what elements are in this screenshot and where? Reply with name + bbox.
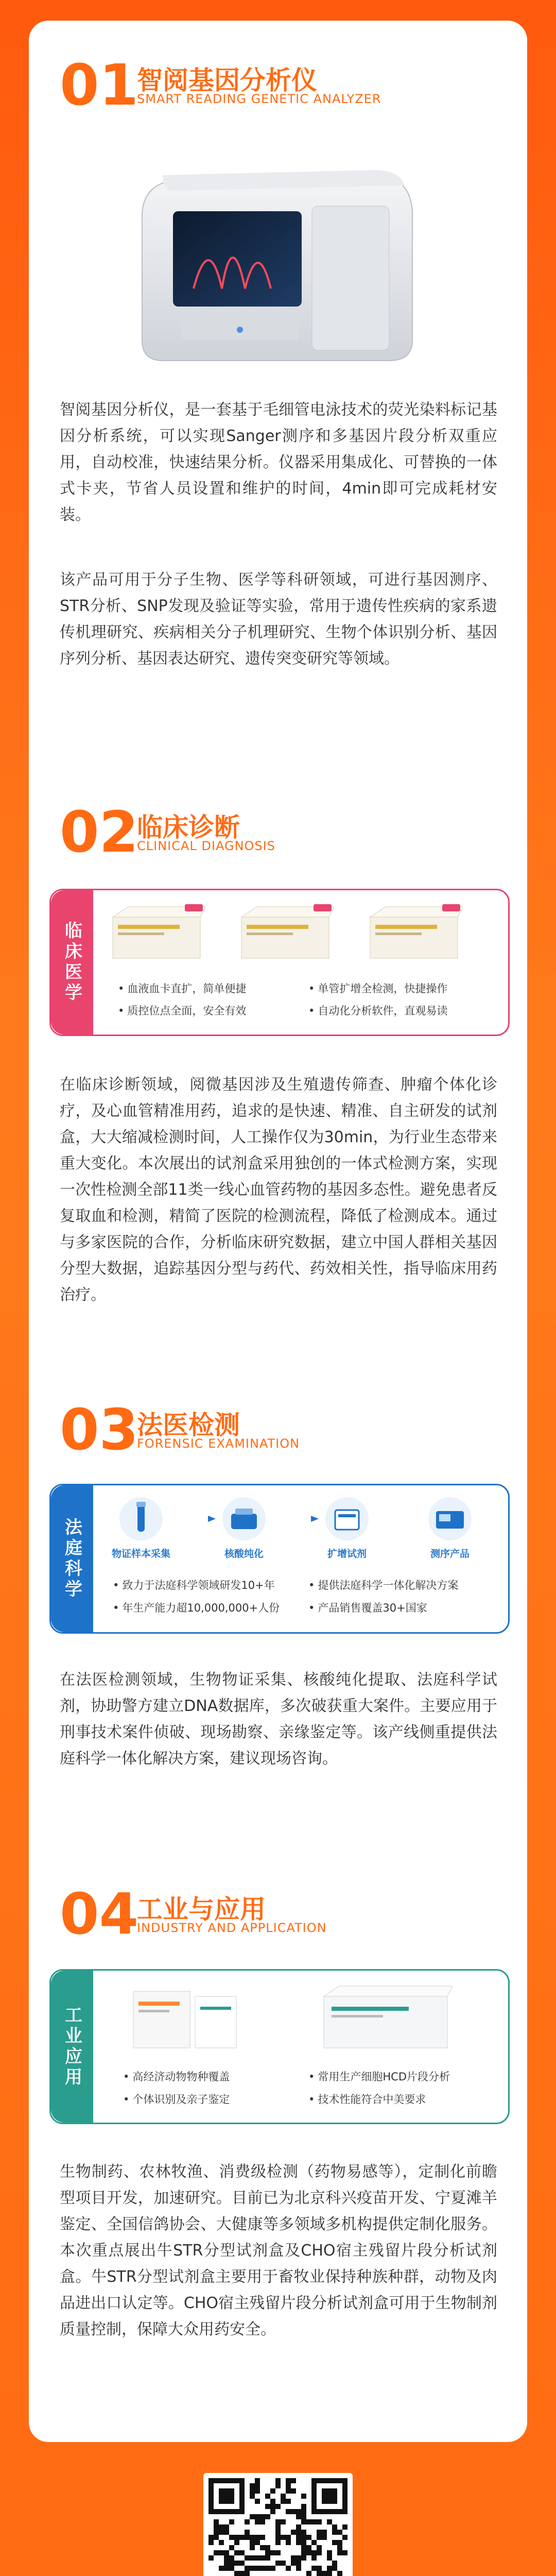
section-number: 02 bbox=[60, 799, 139, 865]
step-label-2: 核酸纯化 bbox=[224, 1548, 264, 1560]
section-number: 04 bbox=[60, 1881, 139, 1947]
section-01-paragraph-1: 智阅基因分析仪，是一套基于毛细管电泳技术的荧光染料标记基因分析系统，可以实现Sanger测序和多基因片段分析双重应用，自动校准，快速结果分析。仪器采用集成化、可替换的一体式卡夹，节省人员设置和维护的时间，4min即可完成耗材安装。 bbox=[60, 401, 497, 524]
step-label-4: 测序产品 bbox=[430, 1548, 470, 1560]
clinical-bullet-1: • 血液血卡直扩，简单便捷 bbox=[118, 980, 246, 996]
forensic-side-label bbox=[51, 1485, 93, 1632]
qr-code-image bbox=[208, 2478, 348, 2576]
section-subtitle: SMART READING GENETIC ANALYZER bbox=[137, 92, 381, 106]
step-label-1: 物证样本采集 bbox=[111, 1548, 170, 1560]
section-number: 01 bbox=[60, 52, 139, 118]
forensic-bullet-4: • 产品销售覆盖30+国家 bbox=[308, 1600, 427, 1615]
bovine-str-kit-image bbox=[128, 1981, 241, 2053]
clinical-bullet-2: • 单管扩增全检测，快捷操作 bbox=[308, 980, 447, 996]
industry-bullet-4: • 技术性能符合中美要求 bbox=[308, 2091, 426, 2107]
qr-code-frame[interactable] bbox=[203, 2473, 353, 2576]
step-label-3: 扩增试剂 bbox=[327, 1548, 367, 1560]
content-card bbox=[29, 21, 527, 2442]
clinical-side-label bbox=[51, 890, 93, 1035]
forensic-bullet-3: • 年生产能力超10,000,000+人份 bbox=[113, 1600, 280, 1615]
section-title: 法医检测 bbox=[137, 1410, 240, 1440]
clinical-kit-3-image bbox=[365, 902, 463, 963]
step-arrows bbox=[167, 1514, 362, 1524]
section-title: 智阅基因分析仪 bbox=[137, 65, 317, 95]
clinical-feature-box bbox=[49, 889, 510, 1036]
clinical-kit-1-image bbox=[108, 902, 205, 963]
side-label-text: 临床医学 bbox=[61, 921, 82, 1004]
section-subtitle: CLINICAL DIAGNOSIS bbox=[137, 839, 275, 853]
industry-bullet-1: • 高经济动物物种覆盖 bbox=[123, 2069, 230, 2084]
section-title: 工业与应用 bbox=[137, 1894, 266, 1924]
clinical-bullet-3: • 质控位点全面，安全有效 bbox=[118, 1003, 246, 1018]
section-subtitle: FORENSIC EXAMINATION bbox=[137, 1436, 300, 1451]
sample-collection-icon bbox=[118, 1496, 164, 1542]
industry-bullet-2: • 常用生产细胞HCD片段分析 bbox=[308, 2069, 450, 2084]
section-04-paragraph: 生物制药、农林牧渔、消费级检测（药物易感等），定制化前瞻型项目开发，加速研究。目前已为北京科兴疫苗开发、宁夏滩羊鉴定、全国信鸽协会、大健康等多领域多机构提供定制化服务。本次重点展出牛STR分型试剂盒及CHO宿主残留片段分析试剂盒。牛STR分型试剂盒主要用于畜牧业保持种族种群，动物及肉品进出口认定等。CHO宿主残留片段分析试剂盒可用于生物制剂质量控制，保障大众用药安全。 bbox=[60, 2163, 497, 2338]
section-02-paragraph: 在临床诊断领域，阅微基因涉及生殖遗传筛查、肿瘤个体化诊疗，及心血管精准用药，追求的是快速、精准、自主研发的试剂盒，大大缩减检测时间，人工操作仅为30min，为行业生态带来重大变化。本次展出的试剂盒采用独创的一体式检测方案，实现一次性检测全部11类一线心血管药物的基因多态性。避免患者反复取血和检测，精简了医院的检测流程，降低了检测成本。通过与多家医院的合作，分析临床研究数据，建立中国人群相关基因分型大数据，追踪基因分型与药代、药效相关性，指导临床用药治疗。 bbox=[60, 1076, 497, 1304]
forensic-bullet-2: • 提供法庭科学一体化解决方案 bbox=[308, 1577, 458, 1592]
forensic-bullet-1: • 致力于法庭科学领域研发10+年 bbox=[113, 1577, 275, 1592]
forensic-feature-box bbox=[49, 1484, 510, 1634]
sequencing-icon bbox=[427, 1496, 473, 1542]
genetic-analyzer-image bbox=[132, 155, 420, 371]
side-label-text: 法庭科学 bbox=[61, 1517, 82, 1600]
section-number: 03 bbox=[60, 1397, 139, 1463]
industry-bullet-3: • 个体识别及亲子鉴定 bbox=[123, 2091, 230, 2107]
section-03-paragraph: 在法医检测领域，生物物证采集、核酸纯化提取、法庭科学试剂，协助警方建立DNA数据库，多次破获重大案件。主要应用于刑事技术案件侦破、现场勘察、亲缘鉴定等。该产线侧重提供法庭科学一体化解决方案，建议现场咨询。 bbox=[60, 1671, 497, 1768]
industry-side-label bbox=[51, 1971, 93, 2123]
section-title: 临床诊断 bbox=[137, 812, 240, 842]
clinical-bullet-4: • 自动化分析软件，直观易读 bbox=[308, 1003, 447, 1018]
side-label-text: 工业应用 bbox=[61, 2005, 82, 2088]
section-subtitle: INDUSTRY AND APPLICATION bbox=[137, 1921, 327, 1935]
section-01-paragraph-2: 该产品可用于分子生物、医学等科研领域，可进行基因测序、STR分析、SNP发现及验证等实验，常用于遗传性疾病的家系遗传机理研究、疾病相关分子机理研究、生物个体识别分析、基因序列分析、基因表达研究、遗传突变研究等领域。 bbox=[60, 571, 497, 668]
industry-feature-box bbox=[49, 1969, 510, 2124]
cho-kit-image bbox=[319, 1981, 453, 2053]
clinical-kit-2-image bbox=[236, 902, 334, 963]
